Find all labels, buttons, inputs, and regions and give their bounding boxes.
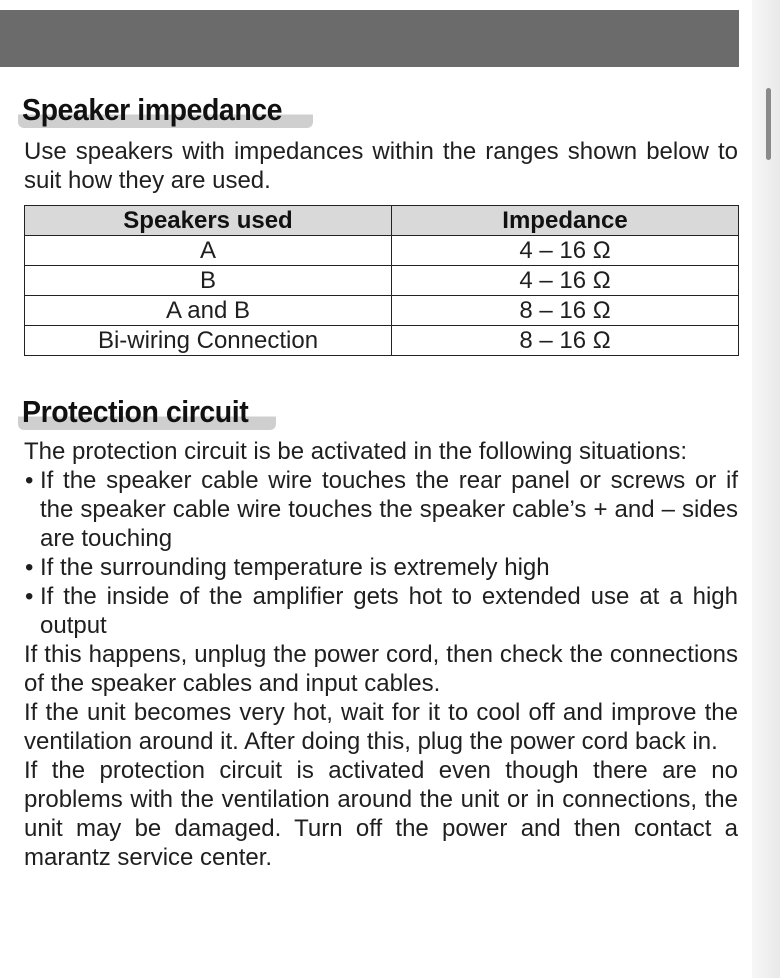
paragraph-cool-off: If the unit becomes very hot, wait for it to cool off and improve the ventilation around it. After doing this, plug the power cord back in. bbox=[24, 699, 738, 755]
protection-intro: The protection circuit is be activated in the following situations: bbox=[24, 438, 688, 465]
speaker-impedance-heading: Speaker impedance bbox=[22, 92, 283, 127]
table-row bbox=[25, 326, 739, 356]
list-item-text: If the inside of the amplifier gets hot to extended use at a high output bbox=[40, 583, 738, 639]
header-bar bbox=[0, 10, 739, 67]
impedance-table-header-row bbox=[25, 206, 739, 236]
column-header-speakers-used: Speakers used bbox=[25, 206, 392, 236]
paragraph-unplug: If this happens, unplug the power cord, then check the connections of the speaker cables and input cables. bbox=[24, 641, 738, 697]
impedance-cell: 4 – 16 Ω bbox=[392, 236, 739, 266]
impedance-cell: 4 – 16 Ω bbox=[392, 266, 739, 296]
list-item bbox=[24, 582, 738, 640]
paragraph-service-center: If the protection circuit is activated even though there are no problems with the ventilation around the unit or in connections, the unit may be damaged. Turn off the power and then contact a marantz service center. bbox=[24, 757, 738, 871]
list-item-text: If the surrounding temperature is extremely high bbox=[40, 554, 550, 581]
situation-list bbox=[24, 466, 738, 640]
bullet-icon: • bbox=[25, 467, 34, 494]
list-item-text: If the speaker cable wire touches the rear panel or screws or if the speaker cable wire touches the speaker cable’s + and – sides are touching bbox=[40, 467, 738, 552]
bullet-icon: • bbox=[25, 554, 34, 581]
protection-circuit-body bbox=[24, 437, 738, 872]
list-item bbox=[24, 466, 738, 553]
speakers-used-cell: A and B bbox=[25, 296, 392, 326]
protection-circuit-heading: Protection circuit bbox=[22, 394, 249, 429]
speakers-used-cell: B bbox=[25, 266, 392, 296]
scrollbar-thumb[interactable] bbox=[766, 88, 771, 160]
speakers-used-cell: Bi-wiring Connection bbox=[25, 326, 392, 356]
list-item bbox=[24, 553, 738, 582]
table-row bbox=[25, 296, 739, 326]
protection-circuit-heading-wrap bbox=[18, 394, 276, 430]
impedance-cell: 8 – 16 Ω bbox=[392, 296, 739, 326]
column-header-impedance: Impedance bbox=[392, 206, 739, 236]
table-row bbox=[25, 266, 739, 296]
bullet-icon: • bbox=[25, 583, 34, 610]
speakers-used-cell: A bbox=[25, 236, 392, 266]
speaker-impedance-heading-wrap bbox=[18, 92, 313, 128]
speaker-impedance-intro: Use speakers with impedances within the ranges shown below to suit how they are used. bbox=[24, 138, 738, 194]
impedance-table bbox=[24, 205, 739, 356]
table-row bbox=[25, 236, 739, 266]
impedance-cell: 8 – 16 Ω bbox=[392, 326, 739, 356]
